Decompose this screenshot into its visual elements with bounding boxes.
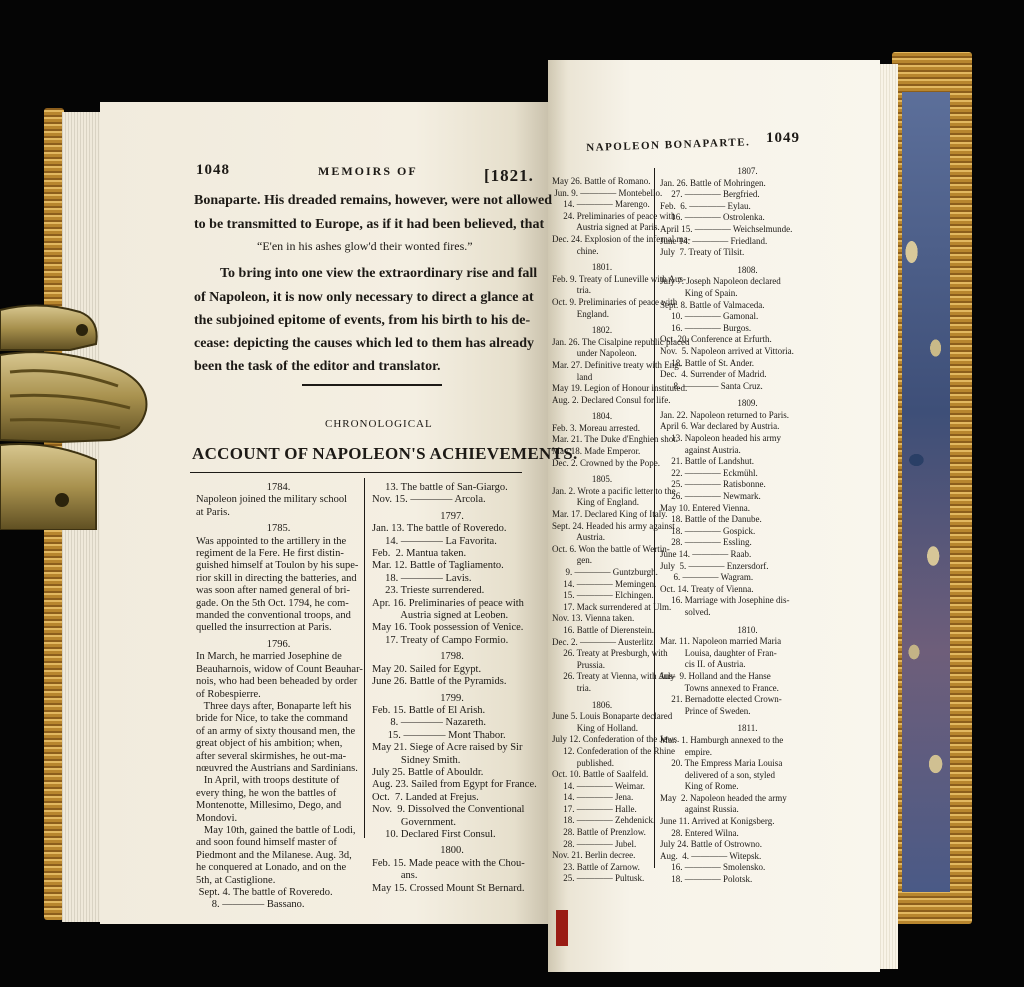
year-label: 1808. [737,264,758,275]
quotation-line: “E'en in his ashes glow'd their wonted fires.” [257,239,473,253]
year-entry [660,166,835,259]
entry-text: Was appointed to the artillery in the regiment de la Fere. He first distin- guished himself at Toulon by his supe- rior skill in directing the batteries, and was soon after named general of bri- gade. On the 5th Oct. 1794, he com- manded the conventional troops, and quelled the insurrection at Paris. [196,535,359,634]
year-entry [552,176,691,257]
body-line: been the task of the editor and translator. [194,359,441,374]
year-label: 1798. [440,651,464,663]
year-entry [196,482,361,519]
year-label: 1810. [737,624,758,635]
entry-text: In March, he married Josephine de Beauharnois, widow of Count Beauhar- nois, who had been beheaded by order of Robespierre. Three days after, Bonaparte left his bride for Nice, to take the command of an army of sixty thousand men, the great object of his ambition; when, after several skirmishes, he out-ma- nœuvred the Austrians and Sardinians. In April, with troops destitute of every thing, he won the battles of Montenotte, Millesimo, Dego, and Mondovi. May 10th, gained the battle of Lodi, and soon found himself master of Piedmont and the Milanese. Aug. 3d, he conquered at Lonado, and on the 5th, at Castiglione. Sept. 4. The battle of Roveredo. 8. ———— Bassano. [196,651,363,911]
year-entry [660,625,835,718]
year-label: 1804. [591,411,613,422]
year-entry [552,411,678,469]
entry-text: Jan. 22. Napoleon returned to Paris. April 6. War declared by Austria. 13. Napoleon headed his army against Austria. 21. Battle of Landshut. 22. ———— Eckmühl. 25. ———— Ratisbonne. 26. ———— Newmark. May 10. Entered Vienna. 18. Battle of the Danube. 18. ———— Gospick. 28. ———— Essling. June 14. ———— Raab. July 5. ———— Enzersdorf. 6. ———— Wagram. Oct. 14. Treaty of Vienna. 16. Marriage with Josephine dis- solved. [660,409,790,617]
body-line: to be transmitted to Europe, as if it had been believed, that [194,217,545,232]
year-entry [552,325,690,406]
page-number-left: 1048 [196,162,230,178]
running-head-right: NAPOLEON BONAPARTE. [586,136,751,154]
entry-text: Jan. 13. The battle of Roveredo. 14. ———— La Favorita. Feb. 2. Mantua taken. Mar. 12. Battle of Tagliamento. 18. ———— Lavis. 23. Trieste surrendered. Apr. 16. Preliminaries of peace with Austria signed at Leoben. May 16. Took possession of Venice. 17. Treaty of Campo Formio. [372,523,524,646]
body-line: cease: depicting the causes which led to them has already [194,336,534,351]
entry-text: Feb. 3. Moreau arrested. Mar. 21. The Duke d'Enghien shot. May 18. Made Emperor. Dec. 2. Crowned by the Pope. [552,422,678,468]
chronology-heading: ACCOUNT OF NAPOLEON'S ACHIEVEMENTS. [192,444,578,463]
entry-text: June 5. Louis Bonaparte declared King of Holland. July 12. Confederation of the Jews. 12. Confederation of the Rhine published. Oct. 10. Battle of Saalfeld. 14. ———— Weimar. 14. ———— Jena. 17. ———— Halle. 18. ———— Zehdenick. 28. Battle of Prenzlow. 28. ———— Jubel. Nov. 21. Berlin decree. 23. Battle of Zarnow. 25. ———— Pultusk. [552,711,680,884]
running-head-left: MEMOIRS OF [318,164,418,178]
column-divider [364,478,365,838]
year-label: 1799. [440,692,464,704]
entry-text: Napoleon joined the military school at Paris. [196,494,348,518]
entry-text: Jan. 26. The Cisalpine republic placed under Napoleon. Mar. 27. Definitive treaty with Eng- land May 19. Legion of Honour instituted. Aug. 2. Declared Consul for life. [552,336,690,405]
year-label: 1784. [266,482,291,493]
body-line: Bonaparte. His dreaded remains, however, were not allowed [194,193,553,208]
entry-text: Mar. 1. Hamburgh annexed to the empire. 20. The Empress Maria Louisa delivered of a son, styled King of Rome. May 2. Napoleon headed the army against Russia. June 11. Arrived at Konigsberg. 28. Entered Wilna. July 24. Battle of Ostrowno. Aug. 4. ———— Witepsk. 16. ———— Smolensko. 18. ———— Polotsk. [660,734,787,885]
year-label: 1811. [737,723,758,734]
year-label: 1807. [737,166,758,176]
year-entry [372,482,532,507]
body-line: of Napoleon, it is now only necessary to direct a glance at [194,290,534,305]
ribbon-bookmark [556,910,568,946]
subheading: CHRONOLOGICAL [325,418,433,430]
right-column-1 [552,176,691,885]
brass-clasp-icon [0,300,150,530]
entry-text: Mar. 11. Napoleon married Maria Louisa, daughter of Fran- cis II. of Austria. July 9. Holland and the Hanse Towns annexed to France. 21. Bernadotte elected Crown- Prince of Sweden. [660,636,782,716]
entry-text: Feb. 9. Treaty of Luneville with Aus- tria. Oct. 9. Preliminaries of peace with England. [552,273,686,319]
entry-text: May 26. Battle of Romano. Jun. 9. ———— Montebello. 14. ———— Marengo. 24. Preliminaries of peace with Austria signed at Paris. Dec. 24. Explosion of the infernal ma- chine. [552,176,691,256]
left-column-1 [196,482,361,912]
rule-divider [302,384,442,386]
year-label: 1806. [591,699,613,710]
left-column-2 [372,482,537,895]
year-entry [372,845,532,895]
year-label: 1800. [440,845,464,857]
year-entry [660,723,835,885]
body-line: To bring into one view the extraordinary rise and fall [220,266,538,281]
year-entry [372,692,537,842]
year-entry [196,639,361,912]
year-label: 1805. [591,474,613,485]
year-label: 1809. [737,398,758,409]
page-number-right: 1049 [766,130,800,146]
year-label: 1796. [266,638,291,650]
year-entry [552,699,680,886]
entry-text: Feb. 15. Made peace with the Chou- ans. May 15. Crossed Mount St Bernard. [372,857,525,894]
year-entry [372,511,532,647]
entry-text: July 7. Joseph Napoleon declared King of Spain. Sept. 8. Battle of Valmaceda. 10. ———— Gamonal. 16. ———— Burgos. Oct. 20. Conference at Erfurth. Nov. 5. Napoleon arrived at Vittoria. 18. Battle of St. Ander. Dec. 4. Surrender of Madrid. 8. ———— Santa Cruz. [660,276,794,391]
marbled-endpaper [902,92,950,892]
entry-text: 13. The battle of San-Giargo. Nov. 15. ———— Arcola. [372,482,508,506]
year-entry [552,474,676,694]
year-entry [660,398,835,618]
year-entry [660,265,835,393]
year-entry [552,262,686,320]
entry-text: Feb. 15. Battle of El Arish. 8. ———— Nazareth. 15. ———— Mont Thabor. May 21. Siege of Acre raised by Sir Sidney Smith. July 25. Battle of Abouldr. Aug. 23. Sailed from Egypt for France. Oct. 7. Landed at Frejus. Nov. 9. Dissolved the Conventional Government. 10. Declared First Consul. [372,704,537,840]
entry-text: May 20. Sailed for Egypt. June 26. Battle of the Pyramids. [372,663,507,688]
year-entry [196,523,361,635]
year-label: 1801. [591,262,613,273]
year-label: 1785. [266,523,291,535]
right-column-2 [660,166,835,886]
entry-text: Jan. 26. Battle of Mohringen. 27. ———— Bergfried. Feb. 6. ———— Eylau. 16. ———— Ostrolenka. April 15. ———— Weichselmunde. June 14. ———— Friedland. July 7. Treaty of Tilsit. [660,177,793,258]
year-label: 1802. [591,325,613,336]
body-line: the subjoined epitome of events, from his birth to his de- [194,313,531,328]
year-entry [372,651,532,688]
year-bracket: [1821. [484,166,534,185]
year-label: 1797. [440,510,464,522]
entry-text: Jan. 2. Wrote a pacific letter to the King of England. Mar. 17. Declared King of Italy. Sept. 24. Headed his army against Austria. Oct. 6. Won the battle of Wertin- gen. 9. ———— Guntzburgh. 14. ———— Memingen. 15. ———— Elchingen. 17. Mack surrendered at Ulm. Nov. 13. Vienna taken. 16. Battle of Dierenstein. Dec. 2. ———— Austerlitz. 26. Treaty at Presburgh, with Prussia. 26. Treaty at Vienna, with Aus- tria. [552,485,676,693]
heading-rule [190,472,522,473]
